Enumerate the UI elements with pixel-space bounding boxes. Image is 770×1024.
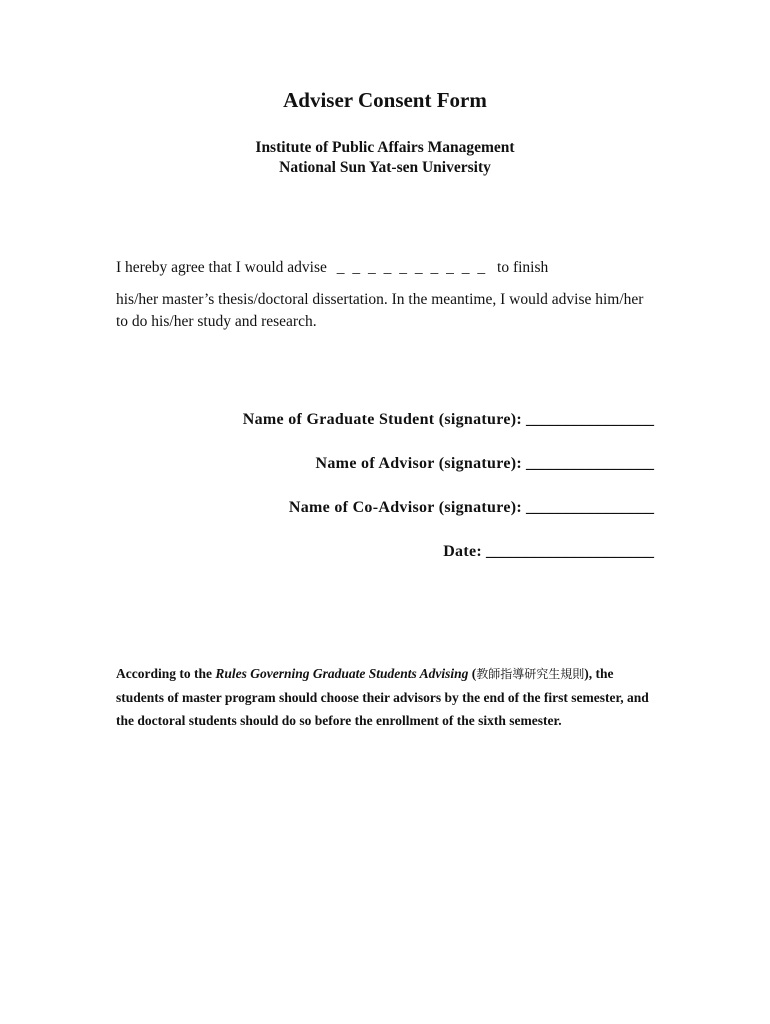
form-title: Adviser Consent Form — [283, 88, 487, 112]
agreement-continuation: his/her master’s thesis/doctoral dissertation. In the meantime, I would advise him/her to do his/her study and research. — [116, 291, 644, 330]
co-advisor-signature-row — [289, 499, 654, 517]
institute-name: Institute of Public Affairs Management — [255, 139, 515, 156]
advisor-signature-label: Name of Advisor (signature): — [315, 455, 522, 472]
student-name-blank[interactable]: _ _ _ _ _ _ _ _ _ _ — [336, 259, 488, 276]
rules-title-chinese: 教師指導研究生規則 — [476, 667, 585, 681]
advising-rules-note — [116, 662, 656, 732]
co-advisor-signature-line[interactable]: ________________ — [526, 499, 654, 516]
university-name: National Sun Yat-sen University — [279, 159, 491, 176]
date-line[interactable]: _____________________ — [486, 543, 654, 560]
graduate-student-signature-label: Name of Graduate Student (signature): — [242, 411, 522, 428]
note-intro: According to the — [116, 666, 212, 681]
agreement-first-line — [116, 257, 656, 279]
note-paren-open: ( — [471, 666, 477, 681]
advisor-signature-line[interactable]: ________________ — [526, 455, 654, 472]
agreement-suffix: to finish — [497, 259, 549, 276]
note-rest: ), the students of master program should choose their advisors by the end of the first semester, and the doctoral students should do so before the enrollment of the sixth semester. — [116, 666, 649, 728]
date-row — [443, 543, 654, 561]
agreement-prefix: I hereby agree that I would advise — [116, 259, 327, 276]
graduate-student-signature-line[interactable]: ________________ — [526, 411, 654, 428]
date-label: Date: — [443, 543, 482, 560]
co-advisor-signature-label: Name of Co-Advisor (signature): — [288, 499, 522, 516]
graduate-student-signature-row — [243, 411, 654, 429]
advisor-signature-row — [316, 455, 654, 473]
rules-title: Rules Governing Graduate Students Advising — [215, 666, 469, 681]
